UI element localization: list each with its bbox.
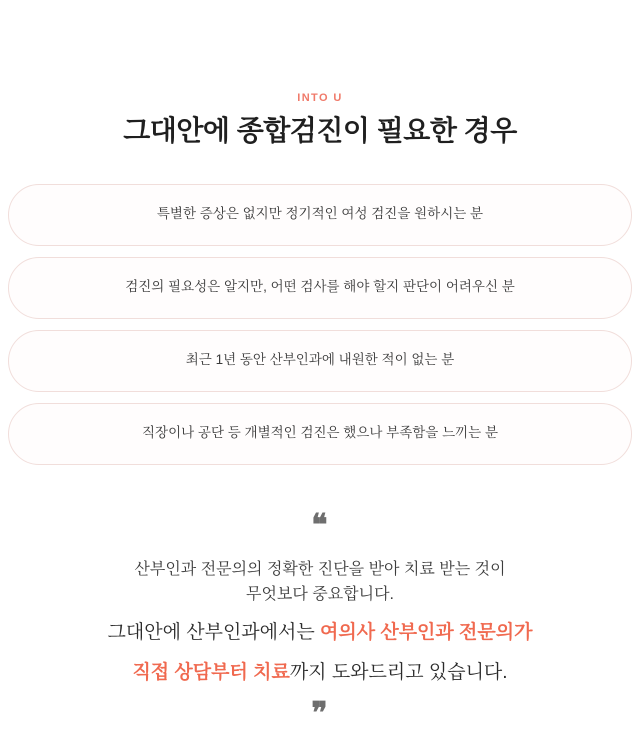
quote-line-3 xyxy=(12,618,628,647)
quote-line-1: 산부인과 전문의의 정확한 진단을 받아 치료 받는 것이 xyxy=(134,560,506,578)
quote-section xyxy=(0,508,640,730)
condition-list xyxy=(0,184,640,465)
list-item-label: 최근 1년 동안 산부인과에 내원한 적이 없는 분 xyxy=(185,352,455,368)
list-item-label: 검진의 필요성은 알지만, 어떤 검사를 해야 할지 판단이 어려우신 분 xyxy=(125,279,515,295)
list-item xyxy=(8,257,632,319)
quote-line-2: 무엇보다 중요합니다. xyxy=(246,586,394,604)
quote-open-icon: ❝ xyxy=(311,508,329,542)
quote-line-4-accent: 직접 상담부터 치료 xyxy=(132,661,290,683)
list-item-label: 특별한 증상은 없지만 정기적인 여성 검진을 원하시는 분 xyxy=(156,206,484,222)
list-item xyxy=(8,330,632,392)
quote-close-icon: ❞ xyxy=(311,697,329,730)
list-item xyxy=(8,403,632,465)
quote-line-3-prefix: 그대안에 산부인과에서는 xyxy=(107,622,320,644)
quote-line-3-accent: 여의사 산부인과 전문의가 xyxy=(320,622,533,644)
list-item xyxy=(8,184,632,246)
eyebrow-label: INTO U xyxy=(297,92,343,104)
quote-line-4 xyxy=(12,658,628,687)
page-title: 그대안에 종합검진이 필요한 경우 xyxy=(123,115,517,147)
page-header xyxy=(0,0,640,150)
quote-line-4-suffix: 까지 도와드리고 있습니다. xyxy=(289,661,508,683)
list-item-label: 직장이나 공단 등 개별적인 검진은 했으나 부족함을 느끼는 분 xyxy=(141,425,499,441)
